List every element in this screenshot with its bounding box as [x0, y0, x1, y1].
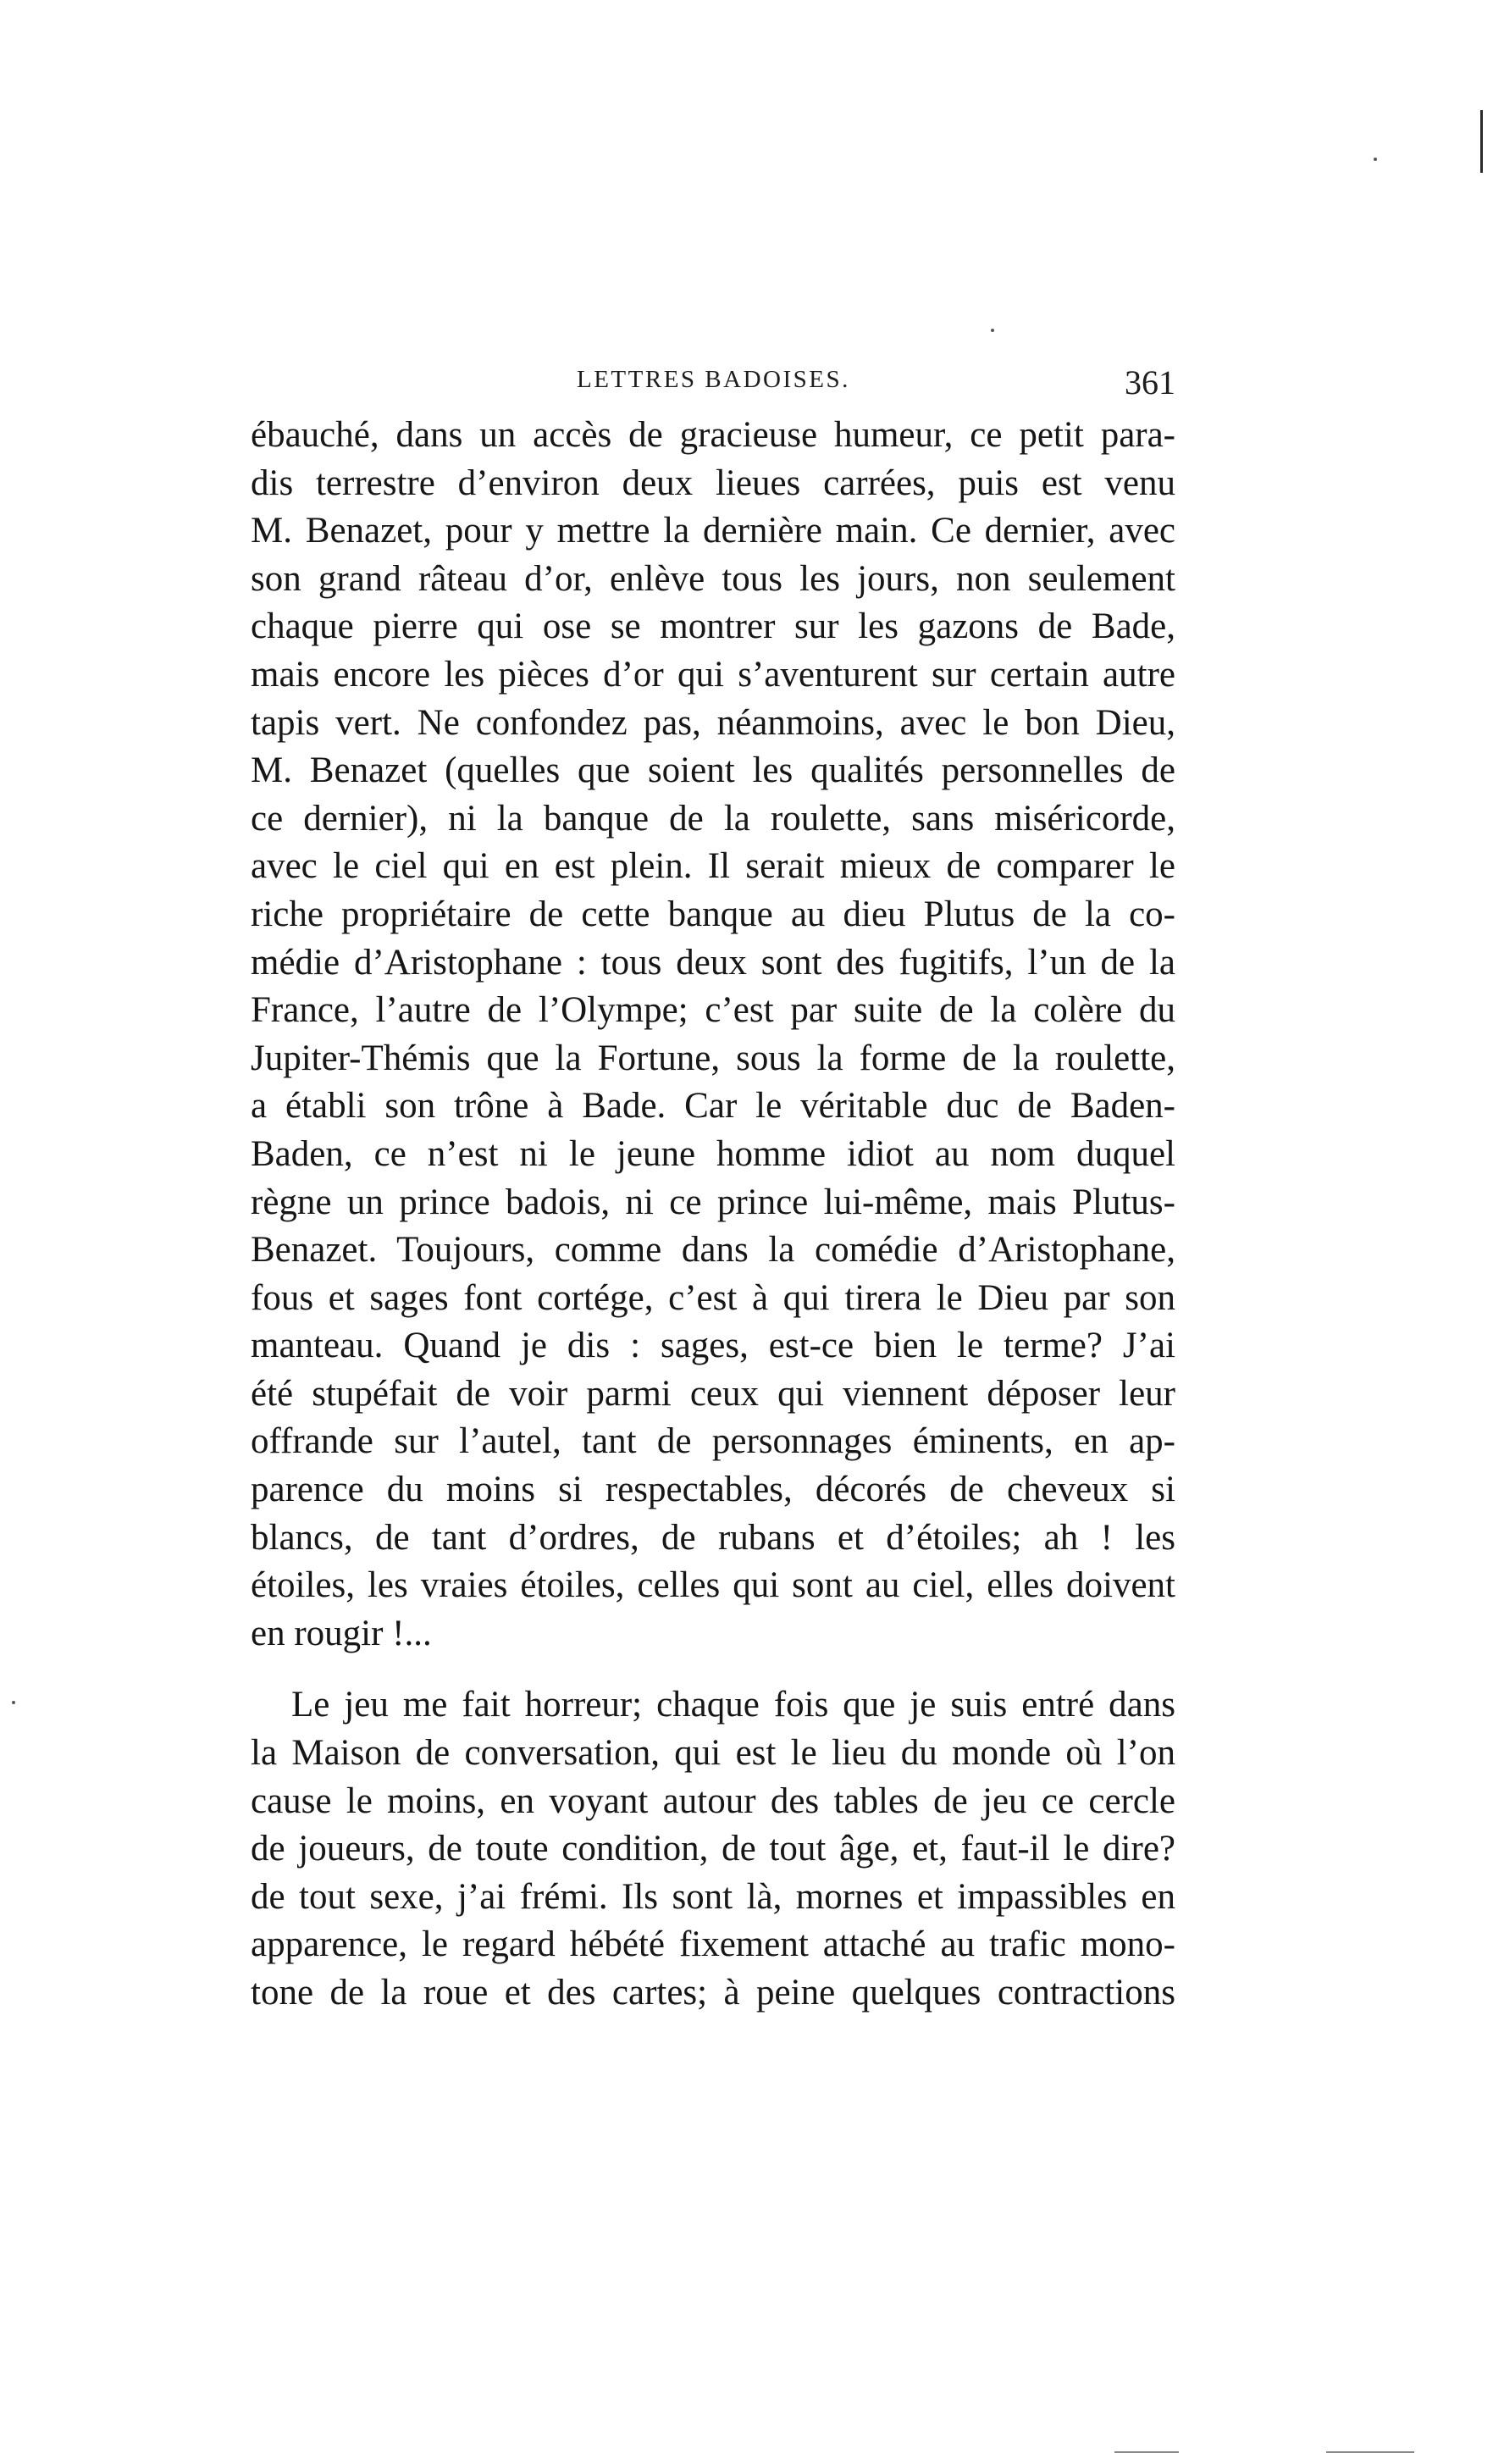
scan-speck — [12, 1701, 15, 1704]
text-line: Baden, ce n’est ni le jeune homme idiot au nom duquel — [251, 1133, 1175, 1174]
text-line: blancs, de tant d’ordres, de rubans et d’étoiles; ah ! les — [251, 1517, 1175, 1558]
page-number: 361 — [1125, 363, 1175, 401]
text-line: mais encore les pièces d’or qui s’aventurent sur certain autre — [251, 654, 1175, 695]
text-line: Jupiter-Thémis que la Fortune, sous la forme de la roulette, — [251, 1038, 1175, 1078]
text-line: offrande sur l’autel, tant de personnages éminents, en ap- — [251, 1421, 1175, 1462]
text-line: de tout sexe, j’ai frémi. Ils sont là, mornes et impassibles en — [251, 1876, 1175, 1917]
text-line: de joueurs, de toute condition, de tout âge, et, faut-il le dire? — [251, 1829, 1175, 1869]
text-line: médie d’Aristophane : tous deux sont des fugitifs, l’un de la — [251, 942, 1175, 983]
paragraph-gap — [251, 1658, 1175, 1681]
text-line: avec le ciel qui en est plein. Il serait mieux de comparer le — [251, 846, 1175, 887]
running-title: LETTRES BADOISES. — [577, 366, 850, 393]
text-line: étoiles, les vraies étoiles, celles qui sont au ciel, elles doivent — [251, 1565, 1175, 1606]
text-line: parence du moins si respectables, décorés de cheveux si — [251, 1470, 1175, 1510]
scan-speck — [991, 329, 994, 332]
footer-rule — [1114, 2451, 1179, 2453]
text-line: Benazet. Toujours, comme dans la comédie d’Aristophane, — [251, 1230, 1175, 1271]
text-line: M. Benazet, pour y mettre la dernière main. Ce dernier, avec — [251, 511, 1175, 551]
text-line: été stupéfait de voir parmi ceux qui viennent déposer leur — [251, 1373, 1175, 1414]
text-line: ébauché, dans un accès de gracieuse humeur, ce petit para- — [251, 415, 1175, 455]
body-text — [251, 412, 1175, 2018]
scan-edge-mark — [1480, 110, 1483, 173]
text-line: tone de la roue et des cartes; à peine quelques contractions — [251, 1973, 1175, 2013]
text-line: chaque pierre qui ose se montrer sur les gazons de Bade, — [251, 606, 1175, 647]
text-line: règne un prince badois, ni ce prince lui-même, mais Plutus- — [251, 1182, 1175, 1222]
text-line: la Maison de conversation, qui est le lieu du monde où l’on — [251, 1733, 1175, 1774]
running-header — [251, 363, 1175, 413]
text-line: France, l’autre de l’Olympe; c’est par suite de la colère du — [251, 990, 1175, 1031]
text-line: fous et sages font cortége, c’est à qui tirera le Dieu par son — [251, 1277, 1175, 1318]
text-line: tapis vert. Ne confondez pas, néanmoins, avec le bon Dieu, — [251, 702, 1175, 743]
paragraph — [251, 412, 1175, 1658]
text-line: manteau. Quand je dis : sages, est-ce bien le terme? J’ai — [251, 1326, 1175, 1366]
text-line: son grand râteau d’or, enlève tous les jours, non seulement — [251, 558, 1175, 599]
text-line: ce dernier), ni la banque de la roulette, sans miséricorde, — [251, 798, 1175, 839]
text-line: cause le moins, en voyant autour des tables de jeu ce cercle — [251, 1780, 1175, 1821]
scan-speck — [1374, 158, 1377, 161]
paragraph — [251, 1681, 1175, 2017]
text-line: riche propriétaire de cette banque au dieu Plutus de la co- — [251, 894, 1175, 934]
text-line: a établi son trône à Bade. Car le véritable duc de Baden- — [251, 1086, 1175, 1127]
text-line: M. Benazet (quelles que soient les qualités personnelles de — [251, 750, 1175, 791]
text-line: dis terrestre d’environ deux lieues carrées, puis est venu — [251, 462, 1175, 503]
text-line: apparence, le regard hébété fixement attaché au trafic mono- — [251, 1924, 1175, 1965]
text-line: Le jeu me fait horreur; chaque fois que je suis entré dans — [291, 1685, 1175, 1725]
text-line: en rougir !... — [251, 1613, 432, 1653]
footer-rule — [1326, 2451, 1414, 2453]
